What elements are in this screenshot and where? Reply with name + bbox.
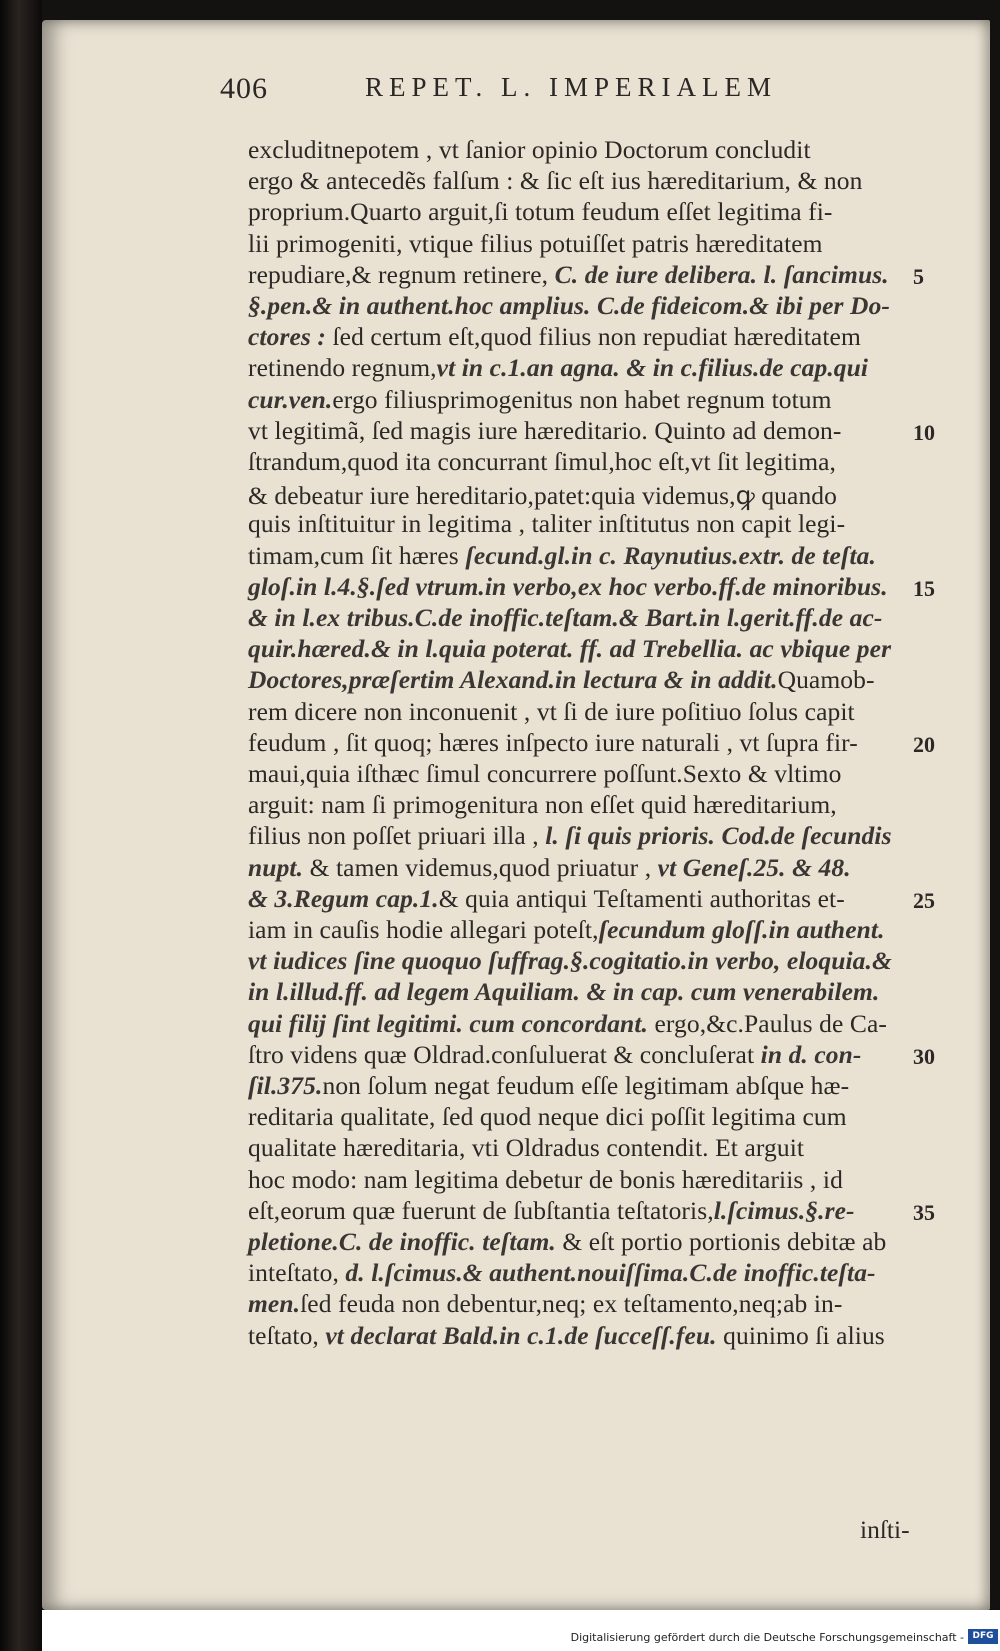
body-text: proprium.Quarto arguit,ſi totum feudum eſſet legitima fi-	[248, 197, 833, 227]
margin-line-number: 5	[913, 263, 924, 289]
citation-text: §.pen.& in authent.hoc amplius. C.de fideicom.& ibi per Do-	[248, 291, 891, 320]
citation-text: vt declarat Bald.in c.1.de ſucceſſ.feu.	[325, 1320, 717, 1350]
running-head-title: REPET. L. IMPERIALEM	[365, 72, 777, 102]
text-line	[248, 353, 868, 386]
text-line	[248, 665, 875, 698]
body-text: rem dicere non inconuenit , vt ſi de iure poſitiuo ſolus capit	[248, 696, 855, 726]
text-line	[248, 572, 888, 605]
text-line	[248, 135, 811, 168]
text-line	[248, 1165, 843, 1198]
body-text: maui,quia iſthæc ſimul concurrere poſſunt.Sexto & vltimo	[248, 759, 842, 788]
body-text: & eſt portio portionis debitæ ab	[562, 1227, 887, 1256]
body-text: lii primogeniti, vtique filius potuiſſet patris hæreditatem	[248, 228, 823, 258]
margin-line-number: 15	[913, 575, 935, 601]
body-text: timam,cum ſit hæres	[248, 540, 466, 570]
body-text: ergo filiusprimogenitus non habet regnum totum	[332, 384, 832, 414]
body-text: filius non poſſet priuari illa ,	[248, 821, 546, 851]
dfg-logo: DFG	[968, 1629, 998, 1644]
text-line	[248, 447, 836, 480]
body-text: Quamob-	[777, 665, 875, 695]
body-text: inteſtato,	[248, 1258, 346, 1288]
text-line	[248, 291, 890, 324]
text-line	[248, 821, 892, 854]
text-line	[248, 790, 837, 823]
citation-text: l. ſi quis prioris. Cod.de ſecundis	[545, 821, 892, 851]
text-line	[248, 1133, 804, 1166]
margin-line-number: 10	[913, 419, 935, 445]
margin-line-number: 25	[913, 887, 935, 913]
citation-text: ſecundum gloſſ.in authent.	[598, 915, 885, 944]
citation-text: Doctores,præſertim Alexand.in lectura & in addit.	[248, 665, 778, 695]
body-text: retinendo regnum,	[248, 353, 437, 383]
text-line	[248, 759, 841, 792]
body-text: & tamen videmus,quod priuatur ,	[309, 852, 658, 882]
citation-text: nupt.	[248, 852, 310, 882]
body-text: reditaria qualitate, ſed quod neque dici poſſit legitima cum	[248, 1102, 847, 1132]
text-line	[248, 260, 889, 293]
citation-text: d. l.ſcimus.& authent.nouiſſima.C.de inoffic.teſta-	[345, 1258, 876, 1288]
body-text: ſed certum eſt,quod filius non repudiat hæreditatem	[332, 322, 861, 352]
citation-text: & 3.Regum cap.1.	[248, 883, 439, 913]
body-text: non ſolum negat feudum eſſe legitimam abſque hæ-	[322, 1071, 850, 1100]
body-text: quinimo ſi alius	[716, 1320, 885, 1350]
text-line	[248, 322, 861, 355]
body-text: ſed feuda non debentur,neq; ex teſtamento,neq;ab in-	[300, 1289, 843, 1319]
text-line	[248, 977, 879, 1010]
body-text: repudiare,& regnum retinere,	[248, 259, 555, 289]
body-text: & quia antiqui Teſtamenti authoritas et-	[438, 883, 845, 913]
citation-text: ſil.375.	[248, 1071, 323, 1100]
body-text: arguit: nam ſi primogenitura non eſſet quid hæreditarium,	[248, 790, 837, 820]
text-line	[248, 166, 862, 199]
margin-line-number: 30	[913, 1043, 935, 1069]
text-line	[248, 728, 858, 761]
text-line	[248, 1196, 855, 1229]
text-line	[248, 478, 837, 511]
text-line	[248, 541, 876, 574]
body-text: vt legitimã, ſed magis iure hæreditario. Quinto ad demon-	[248, 415, 842, 445]
citation-text: men.	[248, 1289, 301, 1319]
citation-text: qui filij ſint legitimi. cum concordant.	[248, 1008, 655, 1038]
running-head	[220, 72, 1000, 112]
body-text: excluditnepotem , vt ſanior opinio Doctorum concludit	[248, 135, 811, 164]
text-line	[248, 915, 885, 948]
margin-line-number: 20	[913, 731, 935, 757]
text-line	[248, 946, 892, 979]
citation-text: & in l.ex tribus.C.de inoffic.teſtam.& Bart.in l.gerit.ff.de ac-	[248, 603, 883, 632]
citation-text: vt iudices ſine quoquo ſuffrag.§.cogitatio.in verbo, eloquia.&	[248, 946, 892, 976]
body-text: ergo & antecedẽs falſum : & ſic eſt ius hæreditarium, & non	[248, 166, 863, 196]
text-line	[248, 1289, 842, 1322]
citation-text: cur.ven.	[248, 384, 333, 414]
text-line	[248, 1321, 885, 1354]
text-line	[248, 1227, 886, 1260]
text-line	[248, 1040, 862, 1073]
text-line	[248, 697, 855, 730]
margin-line-number: 35	[913, 1199, 935, 1225]
body-text: iam in cauſis hodie allegari poteſt,	[248, 915, 599, 944]
citation-text: C. de iure delibera. l. ſancimus.	[554, 259, 889, 289]
text-line	[248, 1071, 849, 1104]
footer-credit: Digitalisierung gefördert durch die Deutsche Forschungsgemeinschaft -	[570, 1631, 964, 1644]
page-number: 406	[220, 72, 268, 105]
citation-text: in l.illud.ff. ad legem Aquiliam. & in cap. cum venerabilem.	[248, 977, 880, 1007]
body-text: ſtrandum,quod ita concurrant ſimul,hoc eſt,vt ſit legitima,	[248, 447, 837, 476]
body-text: quis inſtituitur in legitima , taliter inſtitutus non capit legi-	[248, 509, 846, 539]
text-line	[248, 229, 823, 262]
text-line	[248, 416, 841, 449]
text-line	[248, 509, 845, 542]
citation-text: gloſ.in l.4.§.ſed vtrum.in verbo,ex hoc verbo.ff.de minoribus.	[248, 571, 888, 601]
citation-text: pletione.C. de inoffic. teſtam.	[248, 1227, 563, 1256]
text-line	[248, 197, 833, 230]
text-line	[248, 884, 845, 917]
body-text: feudum , ſit quoq; hæres inſpecto iure naturali , vt ſupra fir-	[248, 727, 858, 757]
body-text: eſt,eorum quæ fuerunt de ſubſtantia teſtatoris,	[248, 1195, 714, 1225]
text-line	[248, 1009, 887, 1042]
citation-text: in d. con-	[760, 1039, 862, 1069]
body-text: hoc modo: nam legitima debetur de bonis hæreditariis , id	[248, 1164, 843, 1194]
text-line	[248, 1102, 847, 1135]
text-line	[248, 634, 891, 667]
book-spine	[0, 0, 42, 1651]
text-line	[248, 385, 832, 418]
citation-text: ſecund.gl.in c. Raynutius.extr. de teſta.	[465, 540, 877, 570]
body-text: qualitate hæreditaria, vti Oldradus contendit. Et arguit	[248, 1133, 805, 1163]
citation-text: vt Geneſ.25. & 48.	[657, 852, 851, 882]
catchword: inſti-	[860, 1515, 910, 1544]
body-text: ergo,&c.Paulus de Ca-	[654, 1008, 887, 1038]
text-line	[248, 1258, 876, 1291]
citation-text: ctores :	[248, 322, 333, 352]
text-line	[248, 853, 851, 886]
body-text: ſtro videns quæ Oldrad.conſuluerat & concluſerat	[248, 1039, 761, 1069]
body-text: & debeatur iure hereditario,patet:quia videmus,ꝙ quando	[248, 481, 837, 511]
citation-text: l.ſcimus.§.re-	[713, 1195, 855, 1225]
body-text: teſtato,	[248, 1320, 326, 1350]
citation-text: vt in c.1.an agna. & in c.filius.de cap.qui	[436, 353, 869, 383]
text-line	[248, 603, 882, 636]
citation-text: quir.hæred.& in l.quia poterat. ff. ad Trebellia. ac vbique per	[248, 634, 892, 664]
